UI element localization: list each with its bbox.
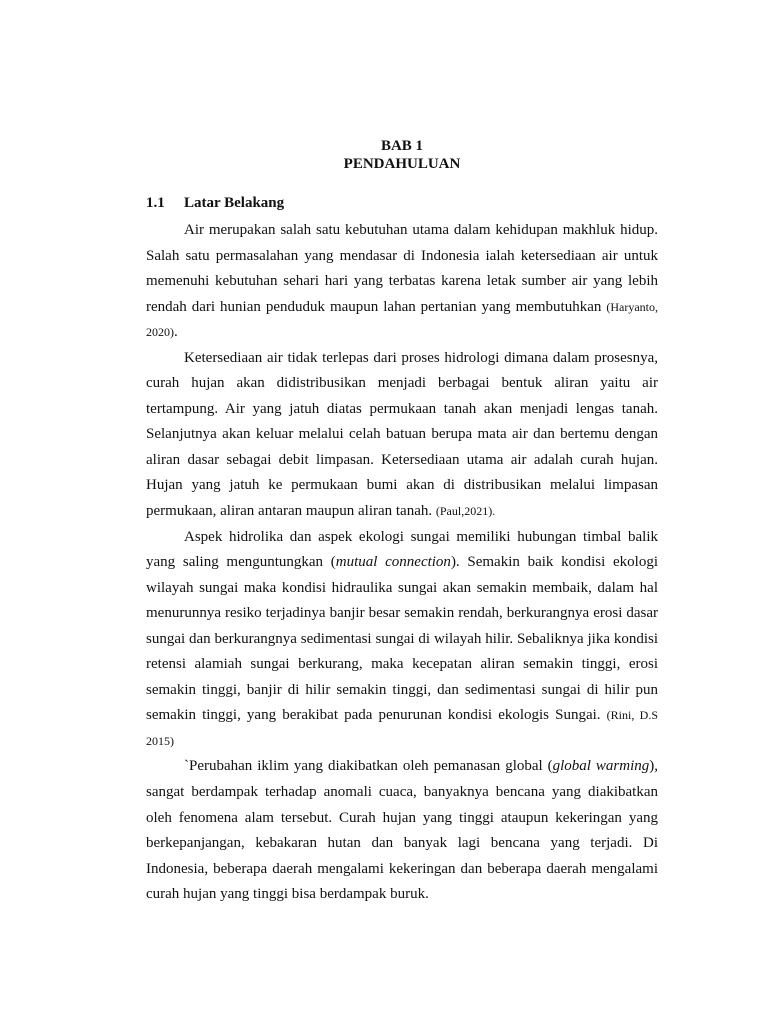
paragraph-1 — [146, 218, 658, 346]
section-number: 1.1 — [146, 195, 165, 211]
section-heading — [146, 194, 284, 212]
section-title: Latar Belakang — [184, 195, 285, 211]
paragraph-2-text: Ketersediaan air tidak terlepas dari proses hidrologi dimana dalam prosesnya, curah hujan akan didistribusikan menjadi berbagai bentuk aliran yaitu air tertampung. Air yang jatuh diatas permukaan tanah akan menjadi lengas tanah. Selanjutnya akan keluar melalui celah batuan berupa mata air dan bertemu dengan aliran dasar sebagai debit limpasan. Ketersediaan utama air adalah curah hujan. Hujan yang jatuh ke permukaan bumi akan di distribusikan melalui limpasan permukaan, aliran antaran maupun aliran tanah. — [146, 349, 658, 520]
chapter-title: PENDAHULUAN — [343, 156, 461, 172]
paragraph-4-italic-term: global warming — [552, 758, 650, 775]
paragraph-2 — [146, 346, 658, 525]
citation-rini: (Rini, D.S 2015) — [146, 708, 659, 748]
citation-haryanto: (Haryanto, 2020) — [146, 299, 659, 340]
body-text — [146, 218, 658, 908]
paragraph-3-text-after: ). Semakin baik kondisi ekologi wilayah sungai maka kondisi hidraulika sungai akan semakin membaik, dalam hal menurunnya resiko terjadinya banjir besar semakin rendah, berkurangnya erosi dasar sungai dan berkurangnya sedimentasi sungai di wilayah hilir. Sebaliknya jika kondisi retensi alamiah sungai berkurang, maka kecepatan aliran semakin tinggi, erosi semakin tinggi, banjir di hilir semakin tinggi, dan sedimentasi sungai di hilir pun semakin tinggi, yang berakibat pada penurunan kondisi ekologis Sungai. — [146, 554, 658, 724]
paragraph-4-text-after: ), sangat berdampak terhadap anomali cuaca, banyaknya bencana yang diakibatkan oleh fenomena alam tersebut. Curah hujan yang tinggi ataupun kekeringan yang berkepanjangan, kebakaran hutan dan banyak lagi bencana yang terjadi. Di Indonesia, beberapa daerah mengalami kekeringan dan beberapa daerah mengalami curah hujan yang tinggi bisa berdampak buruk. — [146, 758, 658, 903]
paragraph-3-text-before: Aspek hidrolika dan aspek ekologi sungai memiliki hubungan timbal balik yang saling menguntungkan ( — [146, 528, 658, 571]
paragraph-4 — [146, 754, 658, 907]
paragraph-1-end: . — [174, 324, 178, 341]
paragraph-3 — [146, 525, 658, 755]
chapter-number: BAB 1 — [380, 138, 424, 154]
citation-paul: (Paul,2021). — [435, 504, 496, 519]
paragraph-3-italic-term: mutual connection — [335, 554, 451, 571]
paragraph-1-text: Air merupakan salah satu kebutuhan utama dalam kehidupan makhluk hidup. Salah satu permasalahan yang mendasar di Indonesia ialah ketersediaan air untuk memenuhi kebutuhan sehari hari yang terbatas karena letak sumber air yang lebih rendah dari hunian penduduk maupun lahan pertanian yang membutuhkan — [146, 222, 658, 315]
paragraph-4-text-before: `Perubahan iklim yang diakibatkan oleh pemanasan global ( — [184, 758, 553, 775]
